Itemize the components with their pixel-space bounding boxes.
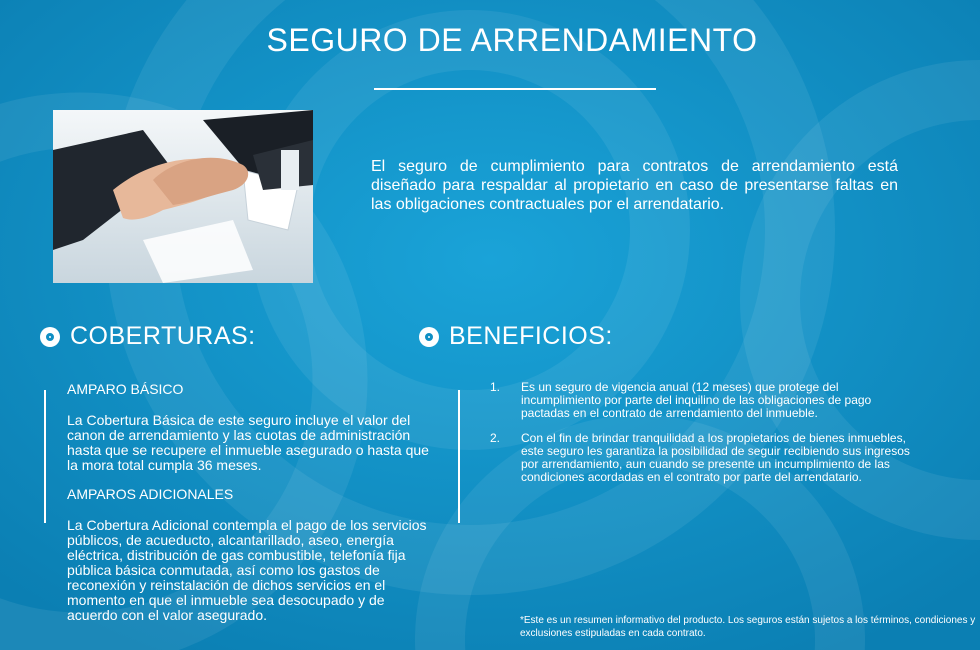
list-item-number: 2. bbox=[490, 431, 501, 445]
amparo-basico-title: AMPARO BÁSICO bbox=[67, 381, 184, 397]
list-item bbox=[490, 381, 910, 420]
list-item bbox=[490, 432, 910, 484]
page-title: SEGURO DE ARRENDAMIENTO bbox=[266, 22, 758, 58]
title-divider bbox=[374, 88, 656, 90]
amparo-basico-text: La Cobertura Básica de este seguro incluye el valor del canon de arrendamiento y las cuotas de administración hasta que se recupere el inmueble asegurado o hasta que la mora total cumpla 36 meses. bbox=[67, 412, 429, 473]
handshake-photo-icon bbox=[53, 110, 313, 283]
beneficios-heading-text: BENEFICIOS: bbox=[449, 322, 613, 350]
list-item-number: 1. bbox=[490, 380, 501, 394]
amparos-adicionales-title: AMPAROS ADICIONALES bbox=[67, 486, 234, 502]
beneficios-divider bbox=[458, 390, 460, 523]
beneficios-list bbox=[490, 381, 910, 496]
amparos-adicionales-text: La Cobertura Adicional contempla el pago de los servicios públicos, de acueducto, alcantarillado, aseo, energía eléctrica, distribución de gas combustible, telefonía fija pública básica conmutada, así como los gastos de reconexión y reinstalación de dichos servicios en el momento en que el inmueble sea desocupado y de acuerdo con el valor asegurado. bbox=[67, 517, 427, 623]
circle-bullet-icon bbox=[40, 327, 60, 347]
coberturas-divider bbox=[44, 390, 46, 523]
beneficios-heading bbox=[419, 322, 613, 351]
coberturas-section bbox=[67, 382, 437, 637]
intro-paragraph: El seguro de cumplimiento para contratos de arrendamiento está diseñado para respaldar al propietario en caso de presentarse faltas en las obligaciones contractuales por el arrendatario. bbox=[371, 158, 898, 213]
coberturas-heading-text: COBERTURAS: bbox=[70, 322, 256, 350]
coberturas-heading bbox=[40, 322, 256, 351]
circle-bullet-icon bbox=[419, 327, 439, 347]
disclaimer-footnote: *Este es un resumen informativo del producto. Los seguros están sujetos a los términos, condiciones y exclusiones estipuladas en cada contrato. bbox=[520, 615, 976, 639]
list-item-text: Es un seguro de vigencia anual (12 meses) que protege del incumplimiento por parte del inquilino de las obligaciones de pago pactadas en el contrato de arrendamiento del inmueble. bbox=[521, 380, 872, 420]
list-item-text: Con el fin de brindar tranquilidad a los propietarios de bienes inmuebles, este seguro les garantiza la posibilidad de seguir recibiendo sus ingresos por arrendamiento, aun cuando se presente un incumplimiento de las condiciones acordadas en el contrato por parte del arrendatario. bbox=[521, 431, 910, 484]
